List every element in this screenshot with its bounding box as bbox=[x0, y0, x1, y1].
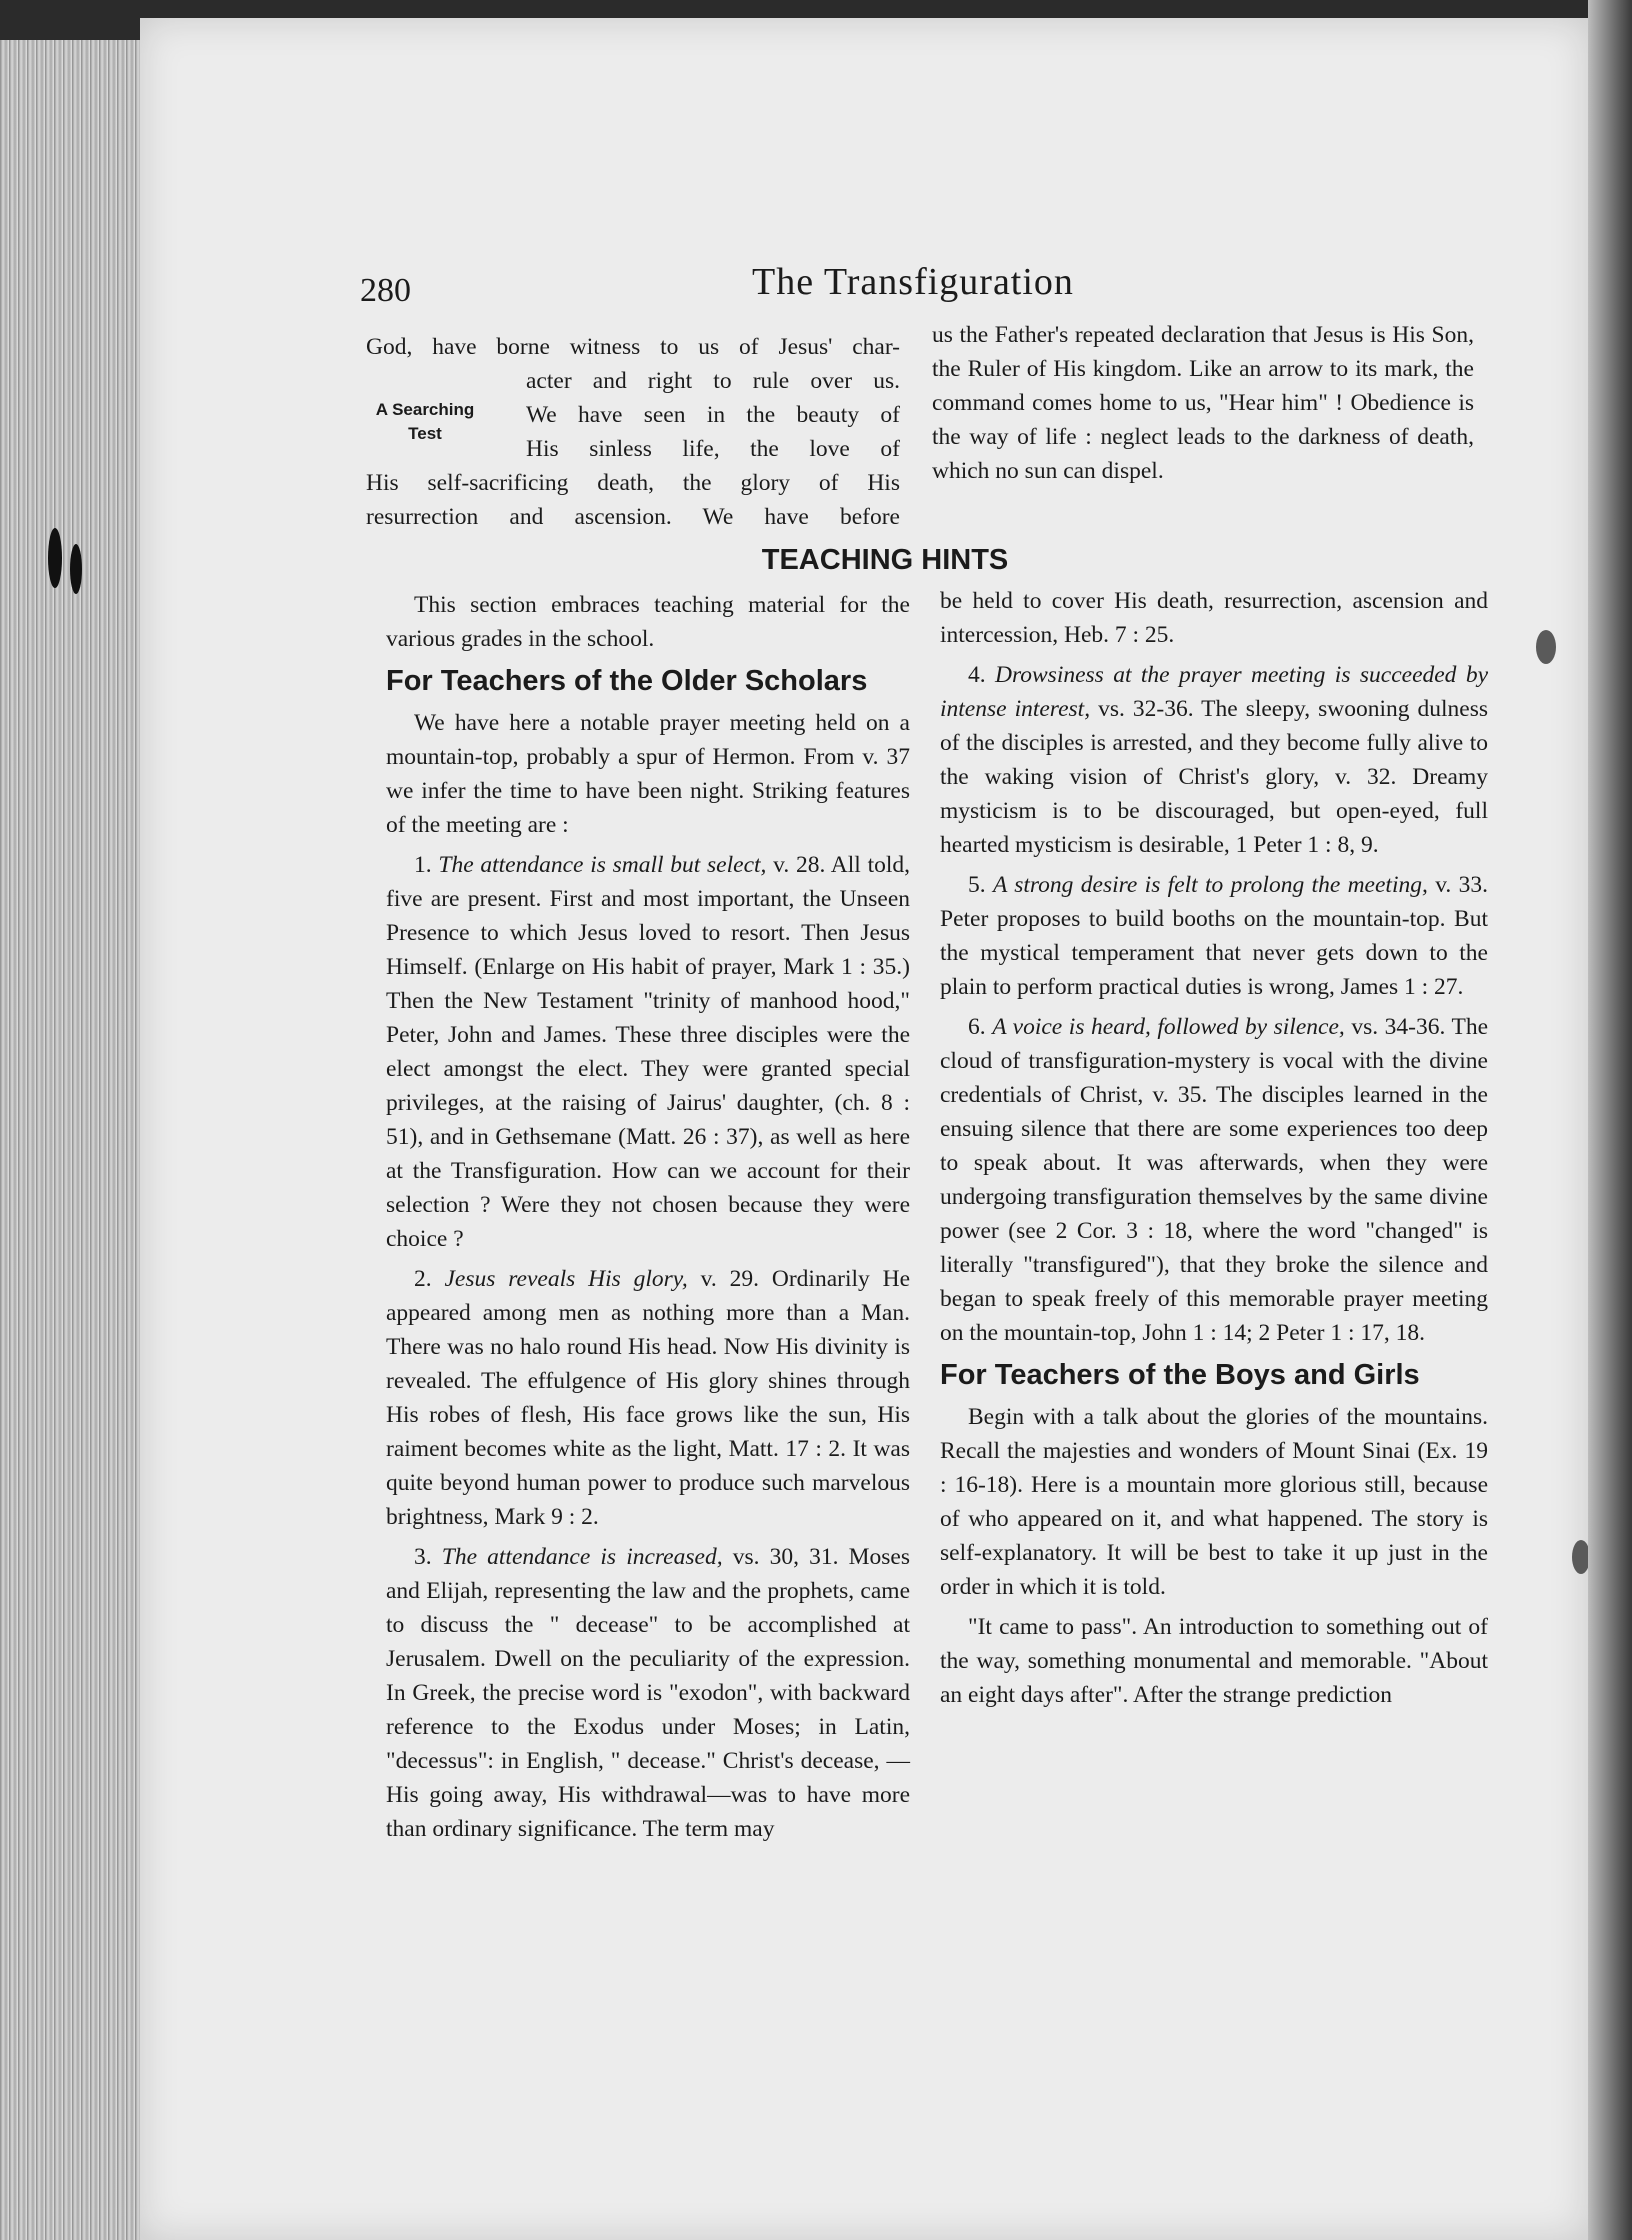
point-number: 2. bbox=[414, 1266, 445, 1292]
boys-girls-heading: For Teachers of the Boys and Girls bbox=[940, 1359, 1420, 1391]
intro-line: God, have borne witness to us of Jesus' char- bbox=[366, 334, 900, 360]
book-right-edge bbox=[1588, 0, 1632, 2240]
point-6 bbox=[940, 1010, 1488, 1350]
running-title: The Transfiguration bbox=[752, 261, 1074, 303]
point-1 bbox=[386, 848, 910, 1256]
point-number: 4. bbox=[968, 662, 996, 688]
older-intro: We have here a notable prayer meeting held on a mountain-top, probably a spur of Hermon. From v. 37 we infer the time to have been night. Striking features of the meeting are : bbox=[386, 710, 910, 838]
point-text: vs. 32-36. The sleepy, swooning dulness of the disciples is arrested, and they become fully alive to the waking vision of Christ's glory, v. 32. Dreamy mysticism is to be discouraged, but open-eyed, full hearted mysticism is desirable, 1 Peter 1 : 8, 9. bbox=[940, 696, 1488, 858]
right-column bbox=[940, 584, 1488, 1718]
intro-line: His self-sacrificing death, the glory of His bbox=[366, 470, 900, 496]
intro-right-paragraph: us the Father's repeated declaration that Jesus is His Son, the Ruler of His kingdom. Like an arrow to its mark, the command comes home to us, "Hear him" ! Obedience is the way of life : neglect leads to the darkness of death, which no sun can dispel. bbox=[932, 322, 1474, 484]
intro-line: resurrection and ascension. We have before bbox=[366, 504, 900, 530]
continued-text: be held to cover His death, resurrection, ascension and intercession, Heb. 7 : 25. bbox=[940, 588, 1488, 648]
binding-hole bbox=[1536, 630, 1556, 664]
point-4 bbox=[940, 658, 1488, 862]
intro-line: acter and right to rule over us. bbox=[526, 368, 900, 394]
point-title: A voice is heard, followed by silence, bbox=[992, 1014, 1345, 1040]
point-title: Drowsiness at the prayer meeting is succeeded by intense interest, bbox=[940, 662, 1488, 722]
point-3 bbox=[386, 1540, 910, 1846]
point-text: vs. 30, 31. Moses and Elijah, representing the law and the prophets, came to discuss the " decease" to be accomplished at Jerusalem. Dwell on the peculiarity of the expression. In Greek, the precise word is "exodon", with backward reference to the Exodus under Moses; in Latin, "decessus": in English, " decease." Christ's decease, — His going away, His withdrawal—was to have more than ordinary significance. The term may bbox=[386, 1544, 911, 1842]
point-title: Jesus reveals His glory, bbox=[444, 1266, 688, 1292]
intro-line: His sinless life, the love of bbox=[526, 436, 900, 462]
point-text: vs. 34-36. The cloud of transfiguration-mystery is vocal with the divine credentials of Christ, v. 35. The disciples learned in the ensuing silence that there are some experiences too deep to speak about. It was afterwards, when they were undergoing transfiguration themselves by the same divine power (see 2 Cor. 3 : 18, where the word "changed" is literally "transfigured"), that they broke the silence and began to speak freely of this memorable prayer meeting on the mountain-top, John 1 : 14; 2 Peter 1 : 17, 18. bbox=[940, 1014, 1489, 1346]
intro-right-column bbox=[932, 318, 1474, 494]
page-number: 280 bbox=[360, 272, 411, 309]
point-text: v. 33. Peter proposes to build booths on the mountain-top. But the mystical temperament that never gets down to the plain to perform practical duties is wrong, James 1 : 27. bbox=[940, 872, 1489, 1000]
point-title: The attendance is small but select, bbox=[438, 852, 767, 878]
point-number: 6. bbox=[968, 1014, 993, 1040]
left-column bbox=[386, 588, 910, 1852]
point-text: v. 29. Ordinarily He appeared among men as nothing more than a Man. There was no halo round His head. Now His divinity is revealed. The effulgence of His glory shines through His robes of flesh, His face grows like the sun, His raiment becomes white as the light, Matt. 17 : 2. It was quite beyond human power to produce such marvelous brightness, Mark 9 : 2. bbox=[386, 1266, 911, 1530]
point-title: A strong desire is felt to prolong the meeting, bbox=[992, 872, 1428, 898]
margin-note-line: Test bbox=[408, 424, 442, 443]
teaching-hints-heading: TEACHING HINTS bbox=[761, 544, 1009, 576]
point-text: v. 28. All told, five are present. First and most important, the Unseen Presence to which Jesus loved to resort. Then Jesus Himself. (Enlarge on His habit of prayer, Mark 1 : 35.) Then the New Testament "trinity of manhood hood," Peter, John and James. These three disciples were the elect amongst the elect. They were granted special privileges, at the raising of Jairus' daughter, (ch. 8 : 51), and in Gethsemane (Matt. 26 : 37), as well as here at the Transfiguration. How can we account for their selection ? Were they not chosen because they were choice ? bbox=[386, 852, 911, 1252]
point-number: 5. bbox=[968, 872, 993, 898]
point-number: 3. bbox=[414, 1544, 442, 1570]
book-page-edges bbox=[0, 40, 150, 2240]
intro-left-column bbox=[366, 330, 900, 534]
point-title: The attendance is increased, bbox=[441, 1544, 723, 1570]
section-intro: This section embraces teaching material for the various grades in the school. bbox=[386, 592, 910, 652]
older-scholars-heading: For Teachers of the Older Scholars bbox=[386, 665, 868, 697]
boys-paragraph-1: Begin with a talk about the glories of the mountains. Recall the majesties and wonders of Mount Sinai (Ex. 19 : 16-18). Here is a mountain more glorious still, because of who appeared on it, and what happened. The story is self-explanatory. It will be best to take it up just in the order in which it is told. bbox=[940, 1404, 1488, 1600]
point-number: 1. bbox=[414, 852, 439, 878]
point-2 bbox=[386, 1262, 910, 1534]
margin-note-line: A Searching bbox=[375, 400, 475, 419]
point-5 bbox=[940, 868, 1488, 1004]
intro-line: We have seen in the beauty of bbox=[526, 402, 900, 428]
boys-paragraph-2: "It came to pass". An introduction to something out of the way, something monumental and memorable. "About an eight days after". After the strange prediction bbox=[940, 1614, 1488, 1708]
